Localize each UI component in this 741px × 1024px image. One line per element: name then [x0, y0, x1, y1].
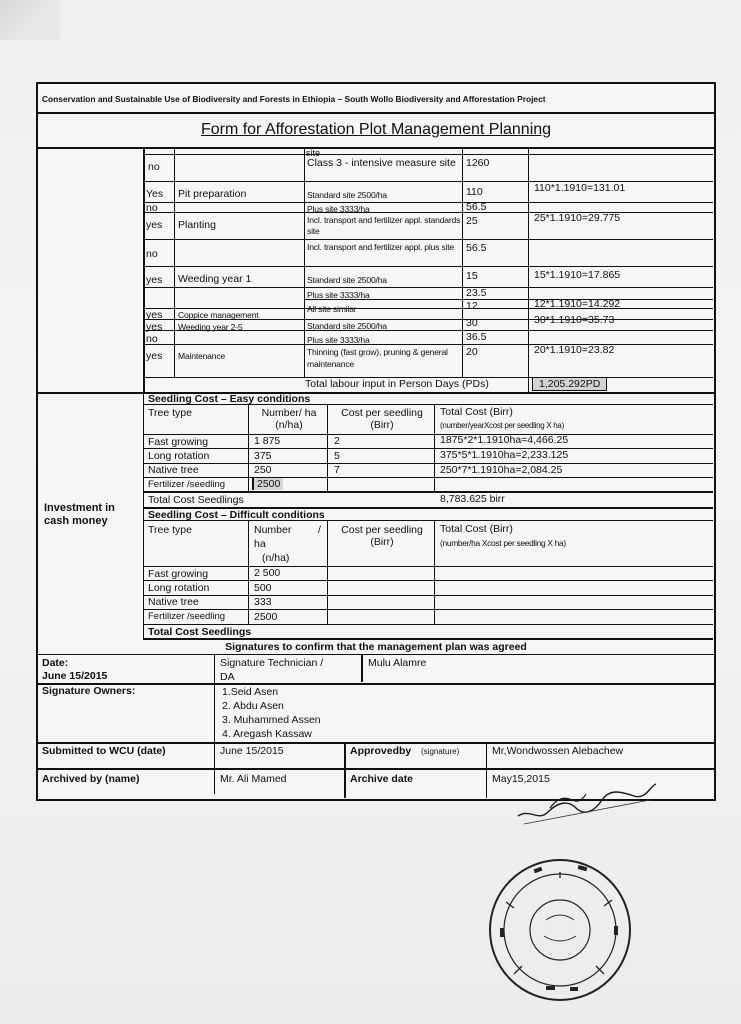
approved-value: Mr,Wondwossen Alebachew	[492, 745, 624, 757]
labour-row-11-activity: Maintenance	[178, 351, 226, 361]
labour-row-6-flag: yes	[146, 274, 163, 286]
easy-row-2-number: 250	[254, 464, 272, 476]
easy-row-2-total: 250*7*1.1910ha=2,084.25	[440, 464, 563, 476]
labour-row-2-calc: 110*1.1910=131.01	[534, 182, 626, 194]
easy-col-cost: Cost per seedling (Birr)	[341, 407, 423, 431]
easy-col-total: Total Cost (Birr)	[440, 406, 513, 418]
labour-row-6-calc: 15*1.1910=17.865	[534, 269, 621, 281]
easy-col-total-note: (number/yearXcost per seedling X ha)	[440, 421, 564, 430]
difficult-row-3-tree: Fertilizer /seedling	[148, 611, 226, 622]
date-label: Date:	[42, 657, 69, 669]
difficult-row-2-tree: Native tree	[148, 596, 199, 608]
labour-row-7-days: 23.5	[466, 287, 487, 299]
owner-4: 4. Aregash Kassaw	[222, 728, 312, 740]
page-fold-corner	[0, 0, 60, 40]
easy-title: Seedling Cost – Easy conditions	[148, 393, 311, 405]
labour-row-11-calc: 20*1.1910=23.82	[534, 344, 615, 356]
archived-value: Mr. Ali Mamed	[220, 773, 287, 785]
labour-row-8-calc: 12*1.1910=14.292	[534, 298, 621, 310]
owners-label: Signature Owners:	[42, 685, 136, 697]
labour-row-11-desc: Thinning (fast grow), pruning & general maintenance	[307, 347, 448, 369]
easy-row-3-tree: Fertilizer /seedling	[148, 479, 226, 490]
difficult-row-0-tree: Fast growing	[148, 568, 209, 580]
technician-label-2: DA	[220, 671, 235, 683]
difficult-col-number-a: Number	[254, 524, 292, 536]
difficult-row-1-number: 500	[254, 582, 272, 594]
easy-row-0-cost: 2	[334, 435, 340, 447]
easy-row-3-number: 2500	[252, 478, 283, 490]
easy-row-1-tree: Long rotation	[148, 450, 210, 462]
labour-row-2-days: 110	[466, 186, 483, 198]
difficult-col-total: Total Cost (Birr)	[440, 523, 513, 535]
submitted-label: Submitted to WCU (date)	[42, 745, 166, 757]
labour-row-3-days: 56.5	[466, 201, 487, 213]
difficult-row-3-number: 2500	[254, 611, 278, 623]
labour-row-3-desc: Plus site 3333/ha	[307, 204, 370, 214]
difficult-col-number-b: /	[318, 524, 321, 536]
labour-row-5-flag: no	[146, 248, 158, 260]
labour-row-6-days: 15	[466, 270, 478, 282]
official-seal-stamp	[486, 856, 634, 1004]
technician-label-1: Signature Technician /	[220, 657, 324, 669]
labour-row-8-activity: Coppice management	[178, 310, 259, 320]
easy-row-2-tree: Native tree	[148, 464, 199, 476]
archive-date-label: Archive date	[350, 773, 414, 785]
submitted-value: June 15/2015	[220, 745, 284, 757]
labour-row-8-days: 12	[466, 300, 478, 312]
labour-row-0-desc: site	[306, 148, 321, 158]
difficult-row-2-number: 333	[254, 596, 272, 608]
labour-row-10-flag: no	[146, 333, 158, 345]
owner-2: 2. Abdu Asen	[222, 700, 284, 712]
archive-date-value: May15,2015	[492, 773, 550, 785]
labour-row-8-flag: yes	[146, 309, 163, 321]
difficult-col-number-d: (n/ha)	[262, 552, 290, 564]
labour-row-10-days: 36.5	[466, 331, 487, 343]
labour-row-5-desc: Incl. transport and fertilizer appl. plus site	[307, 242, 454, 252]
labour-row-9-activity: Weeding year 2-5	[178, 322, 243, 332]
labour-row-9-desc: Standard site 2500/ha	[307, 321, 387, 331]
form-document	[36, 82, 716, 801]
difficult-title: Seedling Cost – Difficult conditions	[148, 509, 325, 521]
labour-row-3-flag: no	[146, 202, 158, 214]
signatures-title: Signatures to confirm that the management plan was agreed	[225, 641, 527, 653]
labour-row-4-days: 25	[466, 215, 478, 227]
difficult-col-cost: Cost per seedling (Birr)	[341, 524, 423, 548]
easy-total-label: Total Cost Seedlings	[148, 494, 244, 506]
technician-name: Mulu Alamre	[368, 657, 427, 669]
easy-row-0-number: 1 875	[254, 435, 281, 447]
labour-row-2-flag: Yes	[146, 188, 164, 200]
labour-row-4-calc: 25*1.1910=29.775	[534, 212, 621, 224]
archived-label: Archived by (name)	[42, 773, 140, 785]
owner-3: 3. Muhammed Assen	[222, 714, 321, 726]
labour-row-9-flag: yes	[146, 321, 163, 333]
approved-note: (signature)	[421, 747, 460, 756]
labour-row-4-flag: yes	[146, 219, 163, 231]
labour-row-7-desc: Plus site 3333/ha	[307, 290, 370, 300]
labour-row-1-desc: Class 3 - intensive measure site	[307, 157, 456, 169]
easy-row-0-total: 1875*2*1.1910ha=4,466.25	[440, 434, 569, 446]
investment-section-label: Investment in cash money	[44, 502, 115, 527]
labour-row-4-desc: Incl. transport and fertilizer appl. standards site	[307, 215, 461, 236]
easy-row-1-number: 375	[254, 450, 272, 462]
labour-row-6-activity: Weeding year 1	[178, 273, 252, 285]
difficult-row-1-tree: Long rotation	[148, 582, 210, 594]
difficult-total-label: Total Cost Seedlings	[148, 626, 252, 638]
easy-col-number: Number/ ha (n/ha)	[261, 407, 317, 431]
labour-row-1-days: 1260	[466, 157, 490, 169]
project-header: Conservation and Sustainable Use of Biodiversity and Forests in Ethiopia – South Wollo Biodiversity and Afforestation Project	[38, 84, 714, 114]
labour-row-1-flag: no	[148, 161, 160, 173]
difficult-col-total-note: (number/ha Xcost per seedling X ha)	[440, 538, 566, 548]
labour-row-10-desc: Plus site 3333/ha	[307, 335, 370, 345]
form-title-text: Form for Afforestation Plot Management Planning	[200, 121, 552, 138]
form-title	[38, 114, 714, 149]
labour-row-4-activity: Planting	[178, 219, 216, 231]
labour-row-11-flag: yes	[146, 350, 163, 362]
labour-row-6-desc: Standard site 2500/ha	[307, 275, 387, 285]
handwritten-signature	[510, 778, 660, 828]
easy-row-1-total: 375*5*1.1910ha=2,233.125	[440, 449, 569, 461]
labour-row-2-activity: Pit preparation	[178, 188, 247, 200]
owner-1: 1.Seid Asen	[222, 686, 279, 698]
labour-row-9-calc: 30*1.1910=35.73	[534, 314, 615, 326]
difficult-col-tree: Tree type	[148, 524, 192, 536]
difficult-row-0-number: 2 500	[254, 567, 281, 579]
easy-col-tree: Tree type	[148, 407, 192, 419]
labour-row-8-desc: All site similar	[307, 304, 357, 314]
labour-row-2-desc: Standard site 2500/ha	[307, 190, 387, 200]
easy-row-2-cost: 7	[334, 464, 340, 476]
date-value: June 15/2015	[42, 670, 108, 682]
easy-row-1-cost: 5	[334, 450, 340, 462]
labour-total-label: Total labour input in Person Days (PDs)	[305, 378, 489, 390]
labour-row-11-days: 20	[466, 346, 478, 358]
labour-total-value: 1,205.292PD	[532, 377, 607, 391]
labour-row-5-days: 56.5	[466, 242, 487, 254]
approved-label: Approvedby	[350, 745, 412, 757]
easy-total-value: 8,783.625 birr	[440, 493, 505, 505]
labour-row-9-days: 30	[466, 317, 478, 329]
difficult-col-number-c: ha	[254, 538, 266, 550]
easy-row-0-tree: Fast growing	[148, 436, 209, 448]
